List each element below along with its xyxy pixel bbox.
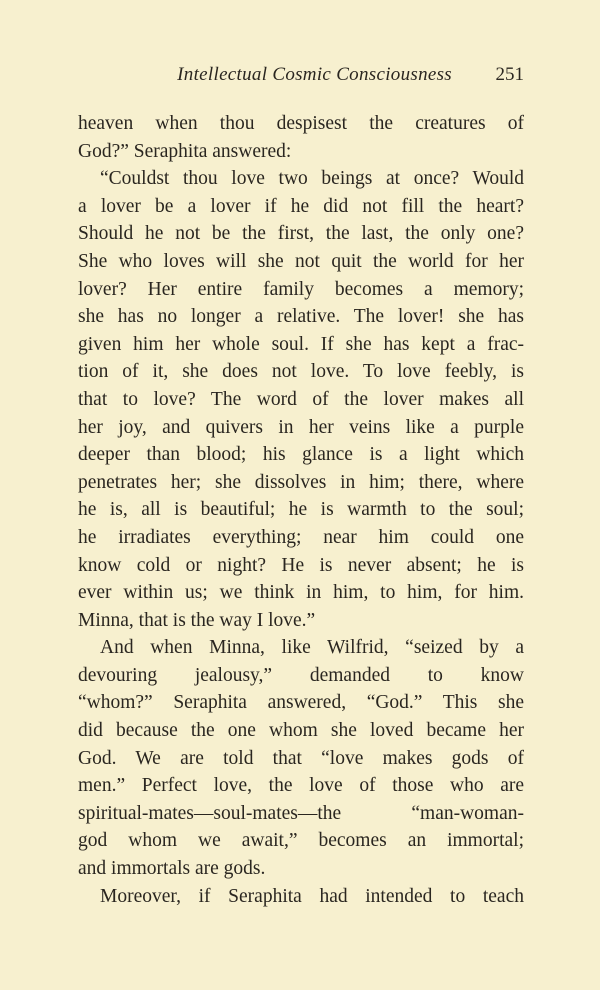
text-line: her joy, and quivers in her veins like a purple	[78, 416, 524, 438]
running-header	[78, 64, 524, 92]
text-line: did because the one whom she loved became her	[78, 720, 524, 742]
text-line: tion of it, she does not love. To love feebly, is	[78, 361, 524, 383]
body-text	[78, 110, 524, 910]
text-line: God. We are told that “love makes gods of	[78, 747, 524, 769]
text-line: penetrates her; she dissolves in him; there, where	[78, 471, 524, 493]
text-line: men.” Perfect love, the love of those who are	[78, 775, 524, 797]
text-line: that to love? The word of the lover makes all	[78, 388, 524, 410]
text-line: and immortals are gods.	[78, 858, 266, 880]
text-line: god whom we await,” becomes an immortal;	[78, 830, 524, 852]
text-line: “whom?” Seraphita answered, “God.” This she	[78, 692, 524, 714]
text-line: he irradiates everything; near him could one	[78, 526, 524, 548]
text-line: a lover be a lover if he did not fill the heart?	[78, 195, 524, 217]
text-line: she has no longer a relative. The lover! she has	[78, 306, 524, 328]
text-line: devouring jealousy,” demanded to know	[78, 664, 524, 686]
paragraph	[78, 634, 524, 882]
text-line: “Couldst thou love two beings at once? Would	[100, 168, 524, 190]
paragraph	[78, 883, 524, 911]
text-line: given him her whole soul. If she has kept a frac-	[78, 333, 524, 355]
paragraph	[78, 165, 524, 634]
text-line: She who loves will she not quit the world for her	[78, 250, 524, 272]
text-line: he is, all is beautiful; he is warmth to the soul;	[78, 499, 524, 521]
page-number: 251	[495, 64, 524, 85]
text-line: heaven when thou despisest the creatures of	[78, 113, 524, 134]
text-line: And when Minna, like Wilfrid, “seized by a	[100, 637, 524, 659]
running-title: Intellectual Cosmic Consciousness	[177, 64, 452, 85]
text-line: know cold or night? He is never absent; he is	[78, 554, 524, 576]
text-line: Should he not be the first, the last, the only one?	[78, 223, 524, 245]
text-line: deeper than blood; his glance is a light which	[78, 444, 524, 466]
text-line: spiritual-mates—soul-mates—the “man-woman-	[78, 802, 524, 824]
text-line: lover? Her entire family becomes a memory;	[78, 278, 524, 300]
text-line: God?” Seraphita answered:	[78, 140, 292, 162]
text-line: ever within us; we think in him, to him, for him.	[78, 582, 524, 604]
text-line: Minna, that is the way I love.”	[78, 609, 316, 631]
paragraph	[78, 110, 524, 165]
text-line: Moreover, if Seraphita had intended to teach	[100, 885, 524, 907]
